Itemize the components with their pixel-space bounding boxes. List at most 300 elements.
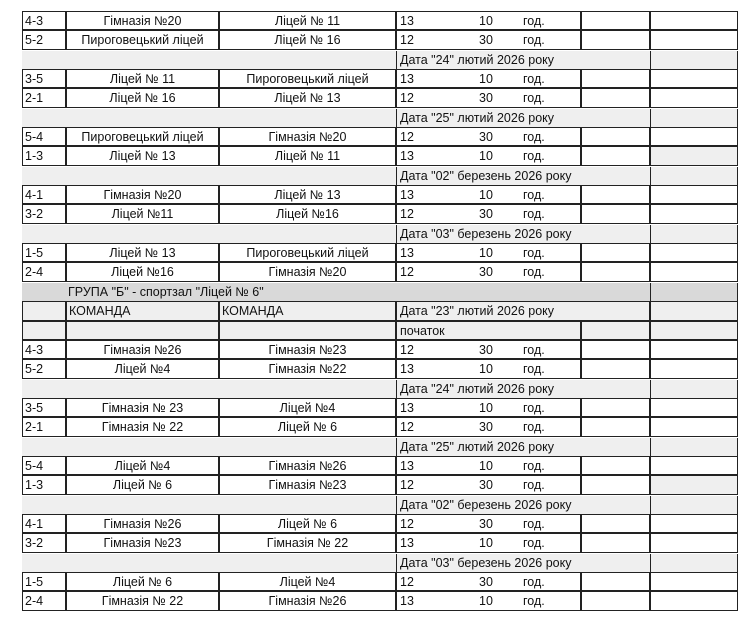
notes-cell[interactable] [650,533,738,552]
match-code-cell[interactable] [22,262,66,281]
time-unit: год. [523,400,545,415]
team1-cell[interactable] [66,417,219,436]
match-row [22,418,738,437]
notes-cell[interactable] [650,591,738,610]
team2-name: Гімназія №26 [268,458,347,473]
team2-name: Гімназія №20 [268,265,347,280]
time-minute: 30 [479,478,493,493]
notes-cell[interactable] [650,340,738,359]
time-hour: 13 [400,536,414,551]
time-cell[interactable] [396,88,581,107]
time-hour: 13 [400,362,414,377]
match-code-cell[interactable] [22,417,66,436]
team1-name: Ліцей №16 [111,265,174,280]
notes-cell[interactable] [650,30,738,49]
date-cell[interactable] [396,109,650,128]
time-unit: год. [523,574,545,589]
match-row [22,244,738,263]
group-b-title-row [22,283,738,302]
match-code: 1-5 [25,574,44,589]
date-row-spacer [22,109,396,128]
team1-cell[interactable] [66,340,219,359]
match-code-cell[interactable] [22,475,66,494]
team2-name: Ліцей №4 [279,574,336,589]
date-label: Дата "24" лютий 2026 року [400,52,555,67]
match-row [22,147,738,166]
date-row-spacer [22,438,396,457]
team2-name: Пироговецький ліцей [246,72,369,87]
date-notes-cell[interactable] [650,438,738,457]
start-result-cell [581,321,650,340]
time-minute: 30 [479,33,493,48]
result-cell[interactable] [581,30,650,49]
time-minute: 10 [479,458,493,473]
result-cell[interactable] [581,243,650,262]
match-code-cell[interactable] [22,69,66,88]
team2-cell[interactable] [219,591,396,610]
time-unit: год. [523,33,545,48]
team1-cell[interactable] [66,88,219,107]
team1-cell[interactable] [66,533,219,552]
notes-cell[interactable] [650,204,738,223]
start-team1-cell [66,321,219,340]
team1-name: Гімназія №26 [103,342,182,357]
header-notes-cell[interactable] [650,301,738,320]
result-cell[interactable] [581,359,650,378]
team2-name: Гімназія №26 [268,594,347,609]
time-hour: 13 [400,246,414,261]
time-unit: год. [523,478,545,493]
team1-cell[interactable] [66,243,219,262]
team1-name: Ліцей № 6 [112,478,173,493]
team1-name: Ліцей № 13 [109,149,176,164]
time-cell[interactable] [396,398,581,417]
match-code: 3-2 [25,207,44,222]
match-code-cell[interactable] [22,11,66,30]
team2-name: Ліцей №4 [279,400,336,415]
date-cell[interactable] [396,301,650,320]
header-team1-label: КОМАНДА [69,304,131,319]
team2-cell[interactable] [219,417,396,436]
time-cell[interactable] [396,514,581,533]
match-code-cell[interactable] [22,243,66,262]
result-cell[interactable] [581,127,650,146]
start-code-cell [22,321,66,340]
team2-name: Ліцей №16 [276,207,339,222]
time-unit: год. [523,516,545,531]
result-cell[interactable] [581,204,650,223]
match-code-cell[interactable] [22,204,66,223]
date-row [22,496,738,515]
team1-cell[interactable] [66,127,219,146]
group-b-header-row [22,302,738,321]
date-row [22,167,738,186]
group-b-start-row [22,322,738,341]
match-row [22,476,738,495]
team1-cell[interactable] [66,146,219,165]
time-hour: 12 [400,33,414,48]
result-cell[interactable] [581,591,650,610]
match-code: 1-3 [25,149,44,164]
team1-name: Ліцей № 13 [109,246,176,261]
date-row [22,109,738,128]
start-label-cell [396,321,581,340]
time-minute: 30 [479,91,493,106]
team2-name: Ліцей № 6 [277,420,338,435]
start-notes-cell [650,321,738,340]
time-minute: 30 [479,130,493,145]
time-hour: 12 [400,130,414,145]
match-code-cell[interactable] [22,591,66,610]
notes-cell[interactable] [650,127,738,146]
result-cell[interactable] [581,185,650,204]
team1-cell[interactable] [66,572,219,591]
team1-name: Ліцей № 6 [112,574,173,589]
team1-cell[interactable] [66,69,219,88]
match-row [22,515,738,534]
match-code: 4-1 [25,188,44,203]
time-hour: 12 [400,342,414,357]
team2-cell[interactable] [219,11,396,30]
date-label: Дата "02" березень 2026 року [400,497,572,512]
time-minute: 10 [479,14,493,28]
group-title: ГРУПА "Б" - спортзал "Ліцей № 6" [68,284,264,299]
match-code-cell[interactable] [22,514,66,533]
time-cell[interactable] [396,533,581,552]
match-code: 3-2 [25,536,44,551]
time-minute: 10 [479,594,493,609]
team1-name: Ліцей №4 [114,362,171,377]
match-row [22,360,738,379]
team1-name: Гімназія № 22 [101,594,184,609]
team2-name: Ліцей № 16 [274,33,341,48]
time-cell[interactable] [396,475,581,494]
match-code: 1-3 [25,478,44,493]
time-minute: 30 [479,207,493,222]
team2-name: Пироговецький ліцей [246,246,369,261]
match-code: 3-5 [25,72,44,87]
team1-name: Гімназія № 23 [101,400,184,415]
time-minute: 30 [479,420,493,435]
time-minute: 10 [479,188,493,203]
team2-name: Ліцей № 11 [274,149,341,164]
team2-name: Гімназія №20 [268,130,347,145]
team2-cell[interactable] [219,127,396,146]
match-code: 5-2 [25,33,44,48]
time-cell[interactable] [396,262,581,281]
time-minute: 30 [479,574,493,589]
team2-cell[interactable] [219,475,396,494]
time-hour: 12 [400,207,414,222]
notes-cell[interactable] [650,11,738,30]
result-cell[interactable] [581,533,650,552]
match-code: 4-3 [25,342,44,357]
time-unit: год. [523,594,545,609]
team2-cell[interactable] [219,146,396,165]
match-code-cell[interactable] [22,127,66,146]
notes-cell[interactable] [650,417,738,436]
match-code-cell[interactable] [22,572,66,591]
time-unit: год. [523,342,545,357]
start-label: початок [400,323,445,338]
date-cell[interactable] [396,496,650,515]
notes-cell[interactable] [650,475,738,494]
notes-cell[interactable] [650,572,738,591]
notes-cell[interactable] [650,456,738,475]
match-code-cell[interactable] [22,30,66,49]
time-hour: 12 [400,516,414,531]
team2-cell[interactable] [219,533,396,552]
time-unit: год. [523,246,545,261]
date-notes-cell[interactable] [650,380,738,399]
header-code-cell [22,301,66,320]
match-row [22,534,738,553]
team2-cell[interactable] [219,69,396,88]
date-label: Дата "25" лютий 2026 року [400,439,555,454]
team1-cell[interactable] [66,185,219,204]
time-cell[interactable] [396,340,581,359]
header-team2-cell [219,301,396,320]
team1-name: Гімназія №23 [103,536,182,551]
team1-name: Ліцей № 16 [109,91,176,106]
match-code-cell[interactable] [22,185,66,204]
date-notes-cell[interactable] [650,109,738,128]
time-hour: 12 [400,91,414,106]
date-cell[interactable] [396,554,650,573]
time-cell[interactable] [396,30,581,49]
team1-cell[interactable] [66,359,219,378]
match-code: 2-1 [25,91,44,106]
team2-cell[interactable] [219,514,396,533]
team2-name: Гімназія №23 [268,342,347,357]
notes-cell[interactable] [650,185,738,204]
date-cell[interactable] [396,438,650,457]
date-row [22,51,738,70]
date-row [22,380,738,399]
team1-cell[interactable] [66,514,219,533]
match-row [22,573,738,592]
date-label: Дата "23" лютий 2026 року [400,304,555,319]
match-row [22,186,738,205]
match-code: 5-4 [25,458,44,473]
team2-name: Ліцей № 6 [277,516,338,531]
team2-cell[interactable] [219,185,396,204]
team2-name: Ліцей № 13 [274,188,341,203]
notes-cell[interactable] [650,69,738,88]
result-cell[interactable] [581,69,650,88]
time-hour: 12 [400,265,414,280]
team2-name: Ліцей № 11 [274,14,341,28]
team2-cell[interactable] [219,572,396,591]
match-row [22,205,738,224]
time-unit: год. [523,420,545,435]
match-code: 2-4 [25,265,44,280]
date-row-spacer [22,496,396,515]
match-code: 1-5 [25,246,44,261]
time-unit: год. [523,14,545,28]
team2-cell[interactable] [219,359,396,378]
team2-name: Гімназія №23 [268,478,347,493]
time-cell[interactable] [396,146,581,165]
result-cell[interactable] [581,417,650,436]
match-code-cell[interactable] [22,88,66,107]
notes-cell[interactable] [650,88,738,107]
team2-cell[interactable] [219,456,396,475]
team1-name: Ліцей №4 [114,458,171,473]
team2-cell[interactable] [219,340,396,359]
team1-name: Гімназія №26 [103,516,182,531]
date-notes-cell[interactable] [650,167,738,186]
date-label: Дата "02" березень 2026 року [400,168,572,183]
result-cell[interactable] [581,262,650,281]
match-row [22,128,738,147]
result-cell[interactable] [581,456,650,475]
match-row [22,399,738,418]
date-cell[interactable] [396,167,650,186]
time-cell[interactable] [396,69,581,88]
match-code-cell[interactable] [22,359,66,378]
date-notes-cell[interactable] [650,554,738,573]
match-code: 5-2 [25,362,44,377]
date-row-spacer [22,380,396,399]
team2-name: Гімназія №22 [268,362,347,377]
date-row [22,554,738,573]
time-hour: 13 [400,594,414,609]
time-cell[interactable] [396,591,581,610]
time-minute: 30 [479,516,493,531]
team1-cell[interactable] [66,456,219,475]
date-notes-cell[interactable] [650,225,738,244]
team1-cell[interactable] [66,591,219,610]
date-notes-cell[interactable] [650,496,738,515]
time-minute: 10 [479,362,493,377]
team1-cell[interactable] [66,11,219,30]
match-code-cell[interactable] [22,340,66,359]
match-row [22,263,738,282]
result-cell[interactable] [581,398,650,417]
match-code: 5-4 [25,130,44,145]
match-code-cell[interactable] [22,533,66,552]
team1-name: Гімназія № 22 [101,420,184,435]
time-cell[interactable] [396,359,581,378]
date-row-spacer [22,167,396,186]
time-hour: 13 [400,188,414,203]
notes-cell[interactable] [650,398,738,417]
time-cell[interactable] [396,572,581,591]
time-unit: год. [523,207,545,222]
team1-name: Ліцей №11 [111,207,174,222]
time-minute: 30 [479,342,493,357]
notes-cell[interactable] [650,146,738,165]
time-cell[interactable] [396,417,581,436]
match-code-cell[interactable] [22,146,66,165]
time-unit: год. [523,265,545,280]
match-row [22,592,738,611]
match-code: 3-5 [25,400,44,415]
time-unit: год. [523,188,545,203]
notes-cell[interactable] [650,359,738,378]
date-cell[interactable] [396,51,650,70]
team2-cell[interactable] [219,204,396,223]
time-hour: 12 [400,420,414,435]
time-unit: год. [523,130,545,145]
date-row [22,225,738,244]
match-code: 2-1 [25,420,44,435]
result-cell[interactable] [581,146,650,165]
time-cell[interactable] [396,185,581,204]
team2-cell[interactable] [219,262,396,281]
time-minute: 10 [479,149,493,164]
result-cell[interactable] [581,340,650,359]
result-cell[interactable] [581,572,650,591]
notes-cell[interactable] [650,262,738,281]
time-hour: 13 [400,149,414,164]
time-cell[interactable] [396,204,581,223]
result-cell[interactable] [581,88,650,107]
date-row-spacer [22,225,396,244]
team2-cell[interactable] [219,243,396,262]
result-cell[interactable] [581,11,650,30]
time-unit: год. [523,536,545,551]
team2-cell[interactable] [219,398,396,417]
time-cell[interactable] [396,456,581,475]
result-cell[interactable] [581,475,650,494]
time-cell[interactable] [396,127,581,146]
time-unit: год. [523,91,545,106]
header-team1-cell [66,301,219,320]
result-cell[interactable] [581,514,650,533]
date-cell[interactable] [396,380,650,399]
match-code-cell[interactable] [22,398,66,417]
team2-cell[interactable] [219,30,396,49]
group-title-spacer [22,283,66,302]
group-title-notes-cell[interactable] [650,283,738,302]
time-minute: 10 [479,536,493,551]
time-hour: 12 [400,574,414,589]
time-unit: год. [523,458,545,473]
group-title-cell[interactable] [66,283,650,302]
date-cell[interactable] [396,225,650,244]
match-code: 4-3 [25,14,44,28]
date-notes-cell[interactable] [650,51,738,70]
time-hour: 13 [400,458,414,473]
date-row-spacer [22,51,396,70]
team1-cell[interactable] [66,204,219,223]
match-code-cell[interactable] [22,456,66,475]
team2-name: Ліцей № 13 [274,91,341,106]
match-row [22,31,738,50]
team1-name: Пироговецький ліцей [81,130,204,145]
notes-cell[interactable] [650,514,738,533]
match-row [22,89,738,108]
time-minute: 10 [479,400,493,415]
match-row [22,70,738,89]
time-cell[interactable] [396,11,581,30]
team2-cell[interactable] [219,88,396,107]
team1-cell[interactable] [66,30,219,49]
header-team2-label: КОМАНДА [222,304,284,319]
date-label: Дата "03" березень 2026 року [400,555,572,570]
notes-cell[interactable] [650,243,738,262]
team1-cell[interactable] [66,398,219,417]
start-team2-cell [219,321,396,340]
time-cell[interactable] [396,243,581,262]
team1-cell[interactable] [66,262,219,281]
time-hour: 12 [400,478,414,493]
time-minute: 10 [479,72,493,87]
time-unit: год. [523,72,545,87]
team1-cell[interactable] [66,475,219,494]
